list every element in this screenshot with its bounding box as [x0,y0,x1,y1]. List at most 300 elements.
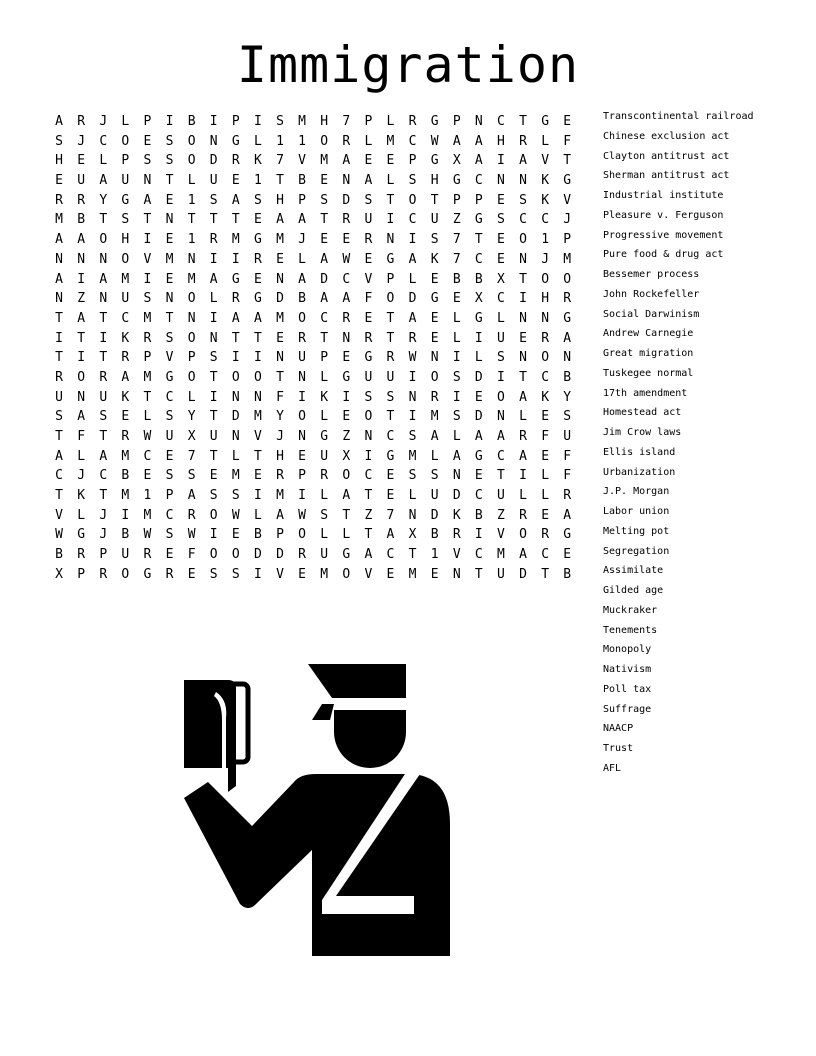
grid-letter: 1 [276,133,284,149]
grid-letter: E [143,468,152,484]
grid-letter: S [253,192,262,208]
grid-letter: L [474,350,483,366]
grid-letter: D [452,488,461,504]
grid-letter: J [99,527,108,543]
grid-letter: G [452,173,461,189]
grid-letter: X [452,153,461,169]
grid-letter: C [165,389,174,405]
grid-letter: S [497,350,505,366]
grid-letter: G [474,310,483,326]
grid-letter: Z [452,212,461,228]
grid-letter: I [408,369,417,385]
grid-letter: F [563,133,572,149]
grid-letter: S [165,153,174,169]
grid-letter: C [474,547,483,563]
grid-letter: V [55,507,63,523]
grid-letter: T [342,507,351,523]
grid-letter: R [408,330,417,346]
grid-letter: G [386,251,395,267]
grid-letter: D [276,547,284,563]
grid-letter: T [99,350,108,366]
grid-letter: J [563,212,572,228]
grid-letter: E [165,547,174,563]
grid-letter: V [541,153,550,169]
grid-letter: K [430,251,439,267]
grid-letter: Z [497,507,505,523]
grid-letter: T [231,212,240,228]
grid-letter: A [209,271,218,287]
grid-letter: J [276,429,284,444]
grid-letter: I [452,350,461,366]
grid-letter: P [408,153,417,169]
grid-letter: C [342,271,351,287]
grid-letter: E [474,389,483,405]
grid-letter: I [231,350,240,366]
grid-letter: P [452,192,461,208]
grid-letter: C [474,173,483,189]
grid-letter: P [187,350,196,366]
grid-letter: R [187,507,196,523]
grid-letter: S [121,212,130,228]
grid-letter: C [386,547,395,563]
grid-letter: R [121,429,130,444]
grid-letter: I [143,232,152,248]
grid-letter: O [187,369,196,385]
word-list-item: Industrial institute [603,190,724,201]
grid-letter: E [497,251,505,267]
grid-letter: G [386,448,395,464]
grid-letter: T [408,547,417,563]
grid-letter: T [99,310,108,326]
grid-letter: E [541,507,550,523]
grid-letter: L [320,488,329,504]
grid-letter: V [364,566,373,582]
grid-letter: K [320,389,329,405]
grid-letter: T [165,173,174,189]
grid-letter: I [121,507,130,523]
grid-letter: A [77,409,86,425]
grid-letter: 1 [253,173,262,189]
grid-letter: U [121,291,130,307]
grid-letter: M [143,507,152,523]
word-list-item: Urbanization [603,466,676,478]
grid-letter: T [99,429,108,444]
grid-letter: G [231,133,240,149]
grid-letter: M [253,409,262,425]
grid-letter: U [497,488,505,504]
grid-letter: S [364,192,373,208]
word-list-item: Tuskegee normal [603,367,694,379]
grid-letter: S [165,133,174,149]
grid-letter: R [364,330,373,346]
grid-letter: J [99,507,108,523]
grid-letter: S [320,507,329,523]
grid-letter: L [541,488,550,504]
grid-letter: R [165,566,174,582]
grid-letter: A [99,173,108,189]
grid-letter: R [430,389,439,405]
grid-letter: K [253,153,262,169]
grid-letter: T [364,488,373,504]
grid-letter: T [276,173,284,189]
grid-letter: A [231,310,240,326]
grid-letter: R [563,291,572,307]
grid-letter: T [99,488,108,504]
grid-letter: S [430,232,439,248]
grid-letter: G [342,369,351,385]
grid-letter: F [187,547,196,563]
grid-letter: 1 [298,133,306,149]
grid-letter: H [320,114,329,129]
grid-letter: M [121,448,130,464]
grid-letter: Y [276,409,284,425]
grid-letter: E [320,232,329,248]
word-list-item: Melting pot [603,525,670,537]
word-list-item: Chinese exclusion act [603,130,730,142]
grid-letter: I [298,389,306,405]
grid-letter: Y [563,389,572,405]
grid-letter: N [165,291,174,307]
grid-letter: A [519,389,527,405]
grid-letter: E [386,153,395,169]
grid-letter: R [342,310,351,326]
grid-letter: M [276,488,284,504]
grid-letter: N [474,114,483,129]
grid-letter: A [276,212,284,228]
grid-letter: C [99,468,108,484]
grid-letter: 7 [452,232,461,248]
grid-letter: G [430,114,439,129]
grid-letter: T [187,212,196,228]
grid-letter: T [519,114,527,129]
grid-letter: A [497,429,505,444]
grid-letter: G [430,291,439,307]
grid-letter: T [497,468,505,484]
grid-letter: C [320,310,329,326]
grid-letter: T [55,429,63,444]
grid-letter: A [408,251,417,267]
grid-letter: I [253,350,262,366]
grid-letter: V [563,192,572,208]
grid-letter: R [77,547,86,563]
grid-letter: N [386,232,395,248]
grid-letter: O [519,527,527,543]
word-list-item: Assimilate [603,565,664,577]
grid-letter: D [519,566,527,582]
word-list-item: Gilded age [603,585,664,596]
grid-letter: O [408,192,417,208]
grid-letter: A [187,488,196,504]
grid-letter: T [165,310,174,326]
grid-letter: O [121,566,130,582]
grid-letter: L [320,527,329,543]
grid-letter: I [165,114,174,129]
grid-letter: E [452,291,461,307]
grid-letter: M [408,448,417,464]
grid-letter: H [276,192,284,208]
grid-letter: R [320,468,329,484]
grid-letter: N [253,389,262,405]
word-list-item: Pure food & drug act [603,249,724,261]
word-list-item: Bessemer process [603,269,700,280]
grid-letter: N [143,173,152,189]
grid-letter: L [187,389,196,405]
grid-letter: U [209,429,218,444]
grid-letter: X [187,429,196,444]
grid-letter: E [165,448,174,464]
grid-letter: C [497,291,505,307]
grid-letter: R [231,291,240,307]
grid-letter: O [209,507,218,523]
grid-letter: I [209,310,218,326]
grid-letter: N [519,173,527,189]
grid-letter: S [165,527,174,543]
grid-letter: N [298,429,306,444]
grid-letter: E [519,330,527,346]
grid-letter: O [364,409,373,425]
grid-letter: E [342,350,351,366]
grid-letter: O [298,527,306,543]
grid-letter: G [253,232,262,248]
grid-letter: T [209,409,218,425]
grid-letter: O [253,369,262,385]
grid-letter: V [276,566,284,582]
grid-letter: W [143,429,152,444]
grid-letter: K [121,389,130,405]
grid-letter: T [55,488,63,504]
grid-letter: M [320,153,329,169]
grid-letter: O [121,133,130,149]
grid-letter: A [430,429,439,444]
grid-letter: Z [342,429,351,444]
grid-letter: E [143,133,152,149]
grid-letter: G [541,114,550,129]
grid-letter: A [320,251,329,267]
grid-letter: E [320,173,329,189]
grid-letter: R [77,192,86,208]
grid-letter: Y [187,409,196,425]
word-list-item: 17th amendment [603,387,688,399]
grid-letter: 1 [430,547,439,563]
grid-letter: P [386,271,395,287]
grid-letter: O [121,251,130,267]
grid-letter: 1 [187,232,196,248]
grid-letter: N [55,251,63,267]
grid-letter: F [276,389,284,405]
grid-letter: M [231,232,240,248]
grid-letter: L [99,153,108,169]
grid-letter: S [55,133,63,149]
grid-letter: W [187,527,196,543]
grid-letter: Z [77,291,86,307]
grid-letter: J [77,468,86,484]
grid-letter: O [342,566,351,582]
grid-letter: A [408,310,417,326]
grid-letter: N [497,173,505,189]
grid-letter: X [497,271,505,287]
grid-letter: F [364,291,373,307]
grid-letter: M [320,566,329,582]
grid-letter: M [276,232,284,248]
grid-letter: T [386,409,395,425]
grid-letter: N [77,251,86,267]
grid-letter: A [519,153,527,169]
grid-letter: N [298,369,306,385]
grid-letter: W [342,251,351,267]
letter-grid [48,112,578,585]
page-title: Immigration [236,36,580,94]
grid-letter: X [474,291,483,307]
grid-letter: T [143,389,152,405]
word-list-item: Trust [603,743,634,754]
grid-letter: A [320,291,329,307]
grid-letter: J [298,232,306,248]
grid-letter: L [541,133,550,149]
grid-letter: S [519,192,527,208]
grid-letter: N [99,291,108,307]
grid-letter: H [276,448,284,464]
grid-letter: E [298,448,306,464]
grid-letter: M [430,409,439,425]
grid-letter: G [563,310,572,326]
grid-letter: T [320,330,329,346]
grid-letter: A [231,192,240,208]
grid-letter: O [298,310,306,326]
grid-letter: S [165,409,174,425]
grid-letter: W [143,527,152,543]
grid-letter: I [497,153,505,169]
grid-letter: G [253,291,262,307]
grid-letter: A [563,507,572,523]
grid-letter: A [474,133,483,149]
grid-letter: O [187,153,196,169]
grid-letter: S [55,409,63,425]
grid-letter: T [386,330,395,346]
grid-letter: L [452,310,461,326]
grid-letter: C [121,310,130,326]
grid-letter: U [209,173,218,189]
grid-letter: F [77,429,86,444]
grid-letter: T [474,232,483,248]
grid-letter: J [541,251,550,267]
grid-letter: L [364,133,373,149]
grid-letter: D [276,291,284,307]
grid-letter: I [386,212,395,228]
grid-letter: G [342,547,351,563]
grid-letter: E [231,527,240,543]
grid-letter: U [430,488,439,504]
grid-letter: A [77,310,86,326]
grid-letter: T [143,212,152,228]
grid-letter: E [165,192,174,208]
grid-letter: I [253,114,262,129]
grid-letter: U [497,330,505,346]
grid-letter: R [408,114,417,129]
grid-letter: U [430,212,439,228]
grid-letter: P [298,192,306,208]
grid-letter: E [430,566,439,582]
grid-letter: I [474,527,483,543]
grid-letter: A [364,547,373,563]
grid-letter: P [99,547,108,563]
grid-letter: P [143,350,152,366]
grid-letter: R [121,350,130,366]
grid-letter: L [386,173,395,189]
grid-letter: N [563,350,572,366]
grid-letter: S [408,468,417,484]
grid-letter: O [187,133,196,149]
word-list-item: Labor union [603,506,670,517]
grid-letter: N [231,429,240,444]
grid-letter: R [519,133,527,149]
grid-letter: A [474,153,483,169]
grid-letter: R [342,212,351,228]
grid-letter: B [187,114,196,129]
grid-letter: N [77,389,86,405]
grid-letter: J [99,114,108,129]
grid-letter: I [77,350,86,366]
grid-letter: M [298,114,306,129]
grid-letter: R [452,527,461,543]
grid-letter: I [253,566,262,582]
grid-letter: D [474,369,483,385]
grid-letter: U [165,429,174,444]
grid-letter: I [253,488,262,504]
grid-letter: B [474,271,483,287]
grid-letter: E [430,310,439,326]
grid-letter: I [77,271,86,287]
grid-letter: R [143,547,152,563]
grid-letter: U [320,547,329,563]
word-list-item: Jim Crow laws [603,427,682,438]
grid-letter: E [563,547,572,563]
grid-letter: N [342,330,351,346]
grid-letter: 1 [187,192,196,208]
grid-letter: E [364,310,373,326]
grid-letter: L [452,330,461,346]
grid-letter: R [253,251,262,267]
grid-letter: O [342,468,351,484]
grid-letter: C [386,429,395,444]
grid-letter: N [99,251,108,267]
grid-letter: N [519,310,527,326]
grid-letter: R [541,330,550,346]
grid-letter: S [209,566,218,582]
grid-letter: L [452,429,461,444]
grid-letter: R [209,232,218,248]
grid-letter: N [276,350,284,366]
grid-letter: T [430,192,439,208]
grid-letter: E [55,173,63,189]
grid-letter: E [497,232,505,248]
grid-letter: V [452,547,461,563]
grid-letter: L [342,527,351,543]
grid-letter: R [231,153,240,169]
word-list-item: Great migration [603,348,694,359]
grid-letter: E [77,153,86,169]
grid-letter: R [55,192,63,208]
grid-letter: I [497,369,505,385]
grid-letter: I [298,488,306,504]
grid-letter: T [55,350,63,366]
grid-letter: T [55,310,63,326]
grid-letter: L [77,507,86,523]
grid-letter: L [77,448,86,464]
grid-letter: C [497,448,505,464]
grid-letter: R [519,507,527,523]
grid-letter: P [474,192,483,208]
grid-letter: V [165,350,174,366]
